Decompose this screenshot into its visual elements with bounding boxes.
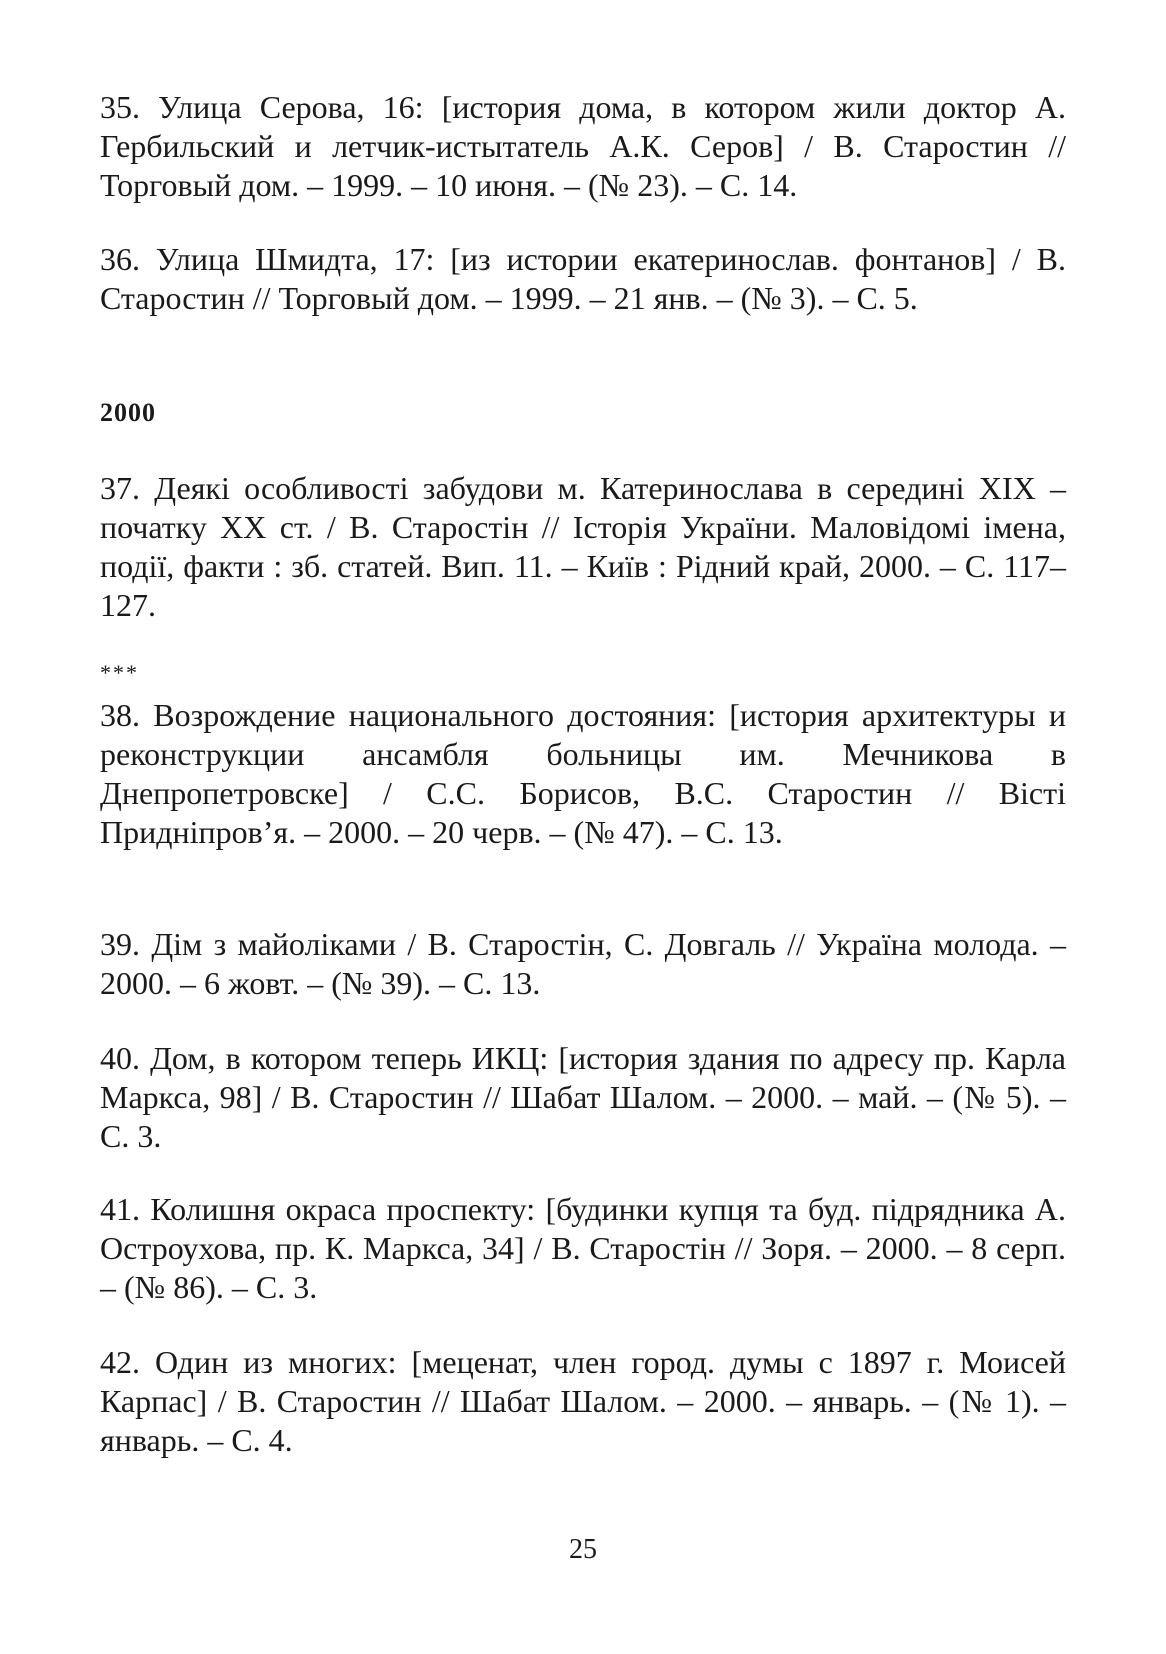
section-separator: *** bbox=[100, 660, 139, 685]
bibliography-entry-42: 42. Один из многих: [меценат, член город. думы с 1897 г. Моисей Карпас] / В. Старостин // Шабат Шалом. – 2000. – январь. – (№ 1). – январь. – С. 4. bbox=[100, 1344, 1066, 1458]
bibliography-entry-40: 40. Дом, в котором теперь ИКЦ: [история здания по адресу пр. Карла Маркса, 98] / В. Старостин // Шабат Шалом. – 2000. – май. – (№ 5). – С. 3. bbox=[100, 1040, 1066, 1154]
bibliography-entry-39: 39. Дім з майоліками / В. Старостін, С. Довгаль // Україна молода. – 2000. – 6 жовт. – (№ 39). – С. 13. bbox=[100, 926, 1066, 1001]
bibliography-entry-37: 37. Деякі особливості забудови м. Катеринослава в середині XIX – початку XX ст. / В. Старостін // Історія України. Маловідомі імена, події, факти : зб. статей. Вип. 11. – Київ : Рідний край, 2000. – С. 117–127. bbox=[100, 470, 1066, 623]
bibliography-entry-36: 36. Улица Шмидта, 17: [из истории екатеринослав. фонтанов] / В. Старостин // Торговый дом. – 1999. – 21 янв. – (№ 3). – С. 5. bbox=[100, 241, 1066, 316]
bibliography-entry-41: 41. Колишня окраса проспекту: [будинки купця та буд. підрядника А. Остроухова, пр. К. Маркса, 34] / В. Старостін // Зоря. – 2000. – 8 серп. – (№ 86). – С. 3. bbox=[100, 1191, 1066, 1305]
bibliography-entry-38: 38. Возрождение национального достояния: [история архитектуры и реконструкции ансамбля больницы им. Мечникова в Днепропетровске] / С.С. Борисов, В.С. Старостин // Вісті Придніпров’я. – 2000. – 20 черв. – (№ 47). – С. 13. bbox=[100, 697, 1066, 850]
year-heading: 2000 bbox=[100, 398, 156, 427]
bibliography-entry-35: 35. Улица Серова, 16: [история дома, в котором жили доктор А. Гербильский и летчик-истытатель А.К. Серов] / В. Старостин // Торговый дом. – 1999. – 10 июня. – (№ 23). – С. 14. bbox=[100, 89, 1066, 203]
page-number: 25 bbox=[569, 1534, 597, 1565]
